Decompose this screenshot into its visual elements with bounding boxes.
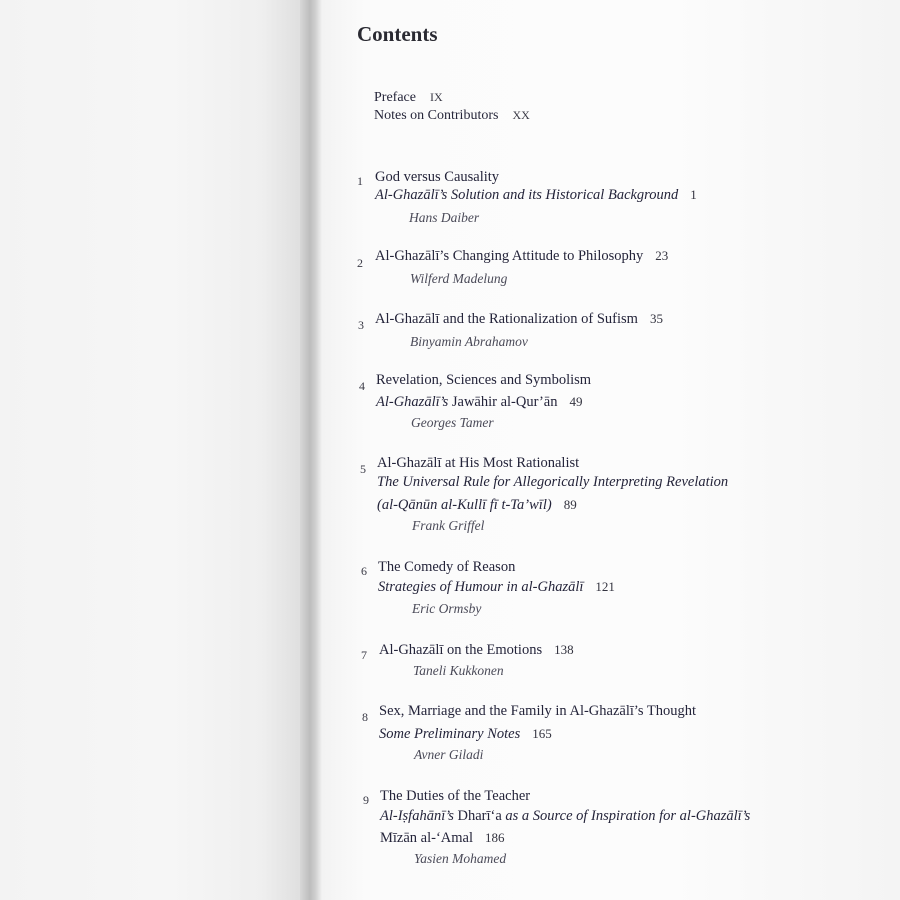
chapter-subtitle: Al-Ghazālī’s Jawāhir al-Qur’ān 49 (376, 394, 583, 410)
toc-entry-label: Preface (374, 90, 416, 105)
chapter-number: 6 (361, 564, 367, 578)
chapter-title: Al-Ghazālī’s Changing Attitude to Philosophy 23 (375, 248, 669, 264)
chapter-number: 2 (357, 256, 363, 270)
chapter-title: Al-Ghazālī and the Rationalization of Sufism 35 (375, 311, 663, 327)
toc-entry-page: XX (512, 108, 530, 122)
page-title: Contents (357, 22, 438, 46)
toc-entry-notes-on-contributors[interactable] (374, 108, 530, 124)
chapter-number: 9 (363, 793, 369, 807)
toc-entry-label: Notes on Contributors (374, 108, 499, 123)
chapter-subtitle-2: Mīzān al-‘Amal 186 (380, 830, 505, 846)
chapter-title: Revelation, Sciences and Symbolism (376, 372, 592, 388)
chapter-subtitle: Al-Ghazālī’s Solution and its Historical Background 1 (375, 187, 697, 203)
chapter-page: 23 (655, 248, 669, 263)
chapter-title: God versus Causality (375, 169, 500, 185)
chapter-author: Wilferd Madelung (410, 271, 508, 286)
book-gutter (300, 0, 322, 900)
chapter-page: 186 (485, 830, 505, 845)
chapter-page: 138 (554, 642, 574, 657)
chapter-number: 8 (362, 710, 368, 724)
chapter-author: Taneli Kukkonen (413, 663, 504, 678)
chapter-number: 7 (361, 648, 367, 662)
chapter-page: 165 (532, 726, 552, 741)
chapter-number: 5 (360, 462, 366, 476)
chapter-subtitle: Some Preliminary Notes 165 (379, 726, 552, 742)
right-page (318, 0, 900, 900)
toc-entry-preface[interactable] (374, 90, 443, 106)
chapter-author: Hans Daiber (409, 210, 480, 225)
chapter-title: The Comedy of Reason (378, 559, 516, 575)
chapter-subtitle: Al-Iṣfahānī’s Dharī‘a as a Source of Inspiration for al-Ghazālī’s (380, 808, 751, 824)
chapter-subtitle: Strategies of Humour in al-Ghazālī 121 (378, 579, 615, 595)
chapter-author: Eric Ormsby (412, 601, 482, 616)
chapter-author: Avner Giladi (414, 747, 484, 762)
chapter-title: Al-Ghazālī at His Most Rationalist (377, 455, 580, 471)
chapter-number: 3 (358, 318, 364, 332)
chapter-subtitle-2: (al-Qānūn al-Kullī fī t-Ta’wīl) 89 (377, 497, 577, 513)
chapter-page: 35 (649, 311, 663, 326)
chapter-page: 1 (690, 187, 697, 202)
chapter-author: Binyamin Abrahamov (410, 334, 528, 349)
chapter-author: Georges Tamer (411, 415, 494, 430)
left-page (0, 0, 308, 900)
chapter-author: Frank Griffel (412, 518, 485, 533)
chapter-title: Sex, Marriage and the Family in Al-Ghazālī’s Thought (379, 703, 697, 719)
chapter-title: The Duties of the Teacher (380, 788, 531, 804)
chapter-page: 49 (569, 394, 583, 409)
chapter-title: Al-Ghazālī on the Emotions 138 (379, 642, 574, 658)
chapter-page: 89 (563, 497, 577, 512)
chapter-number: 4 (359, 379, 365, 393)
toc-entry-page: IX (429, 90, 443, 104)
chapter-number: 1 (357, 174, 363, 188)
chapter-author: Yasien Mohamed (414, 851, 507, 866)
chapter-subtitle: The Universal Rule for Allegorically Interpreting Revelation (377, 474, 729, 490)
chapter-page: 121 (595, 579, 615, 594)
